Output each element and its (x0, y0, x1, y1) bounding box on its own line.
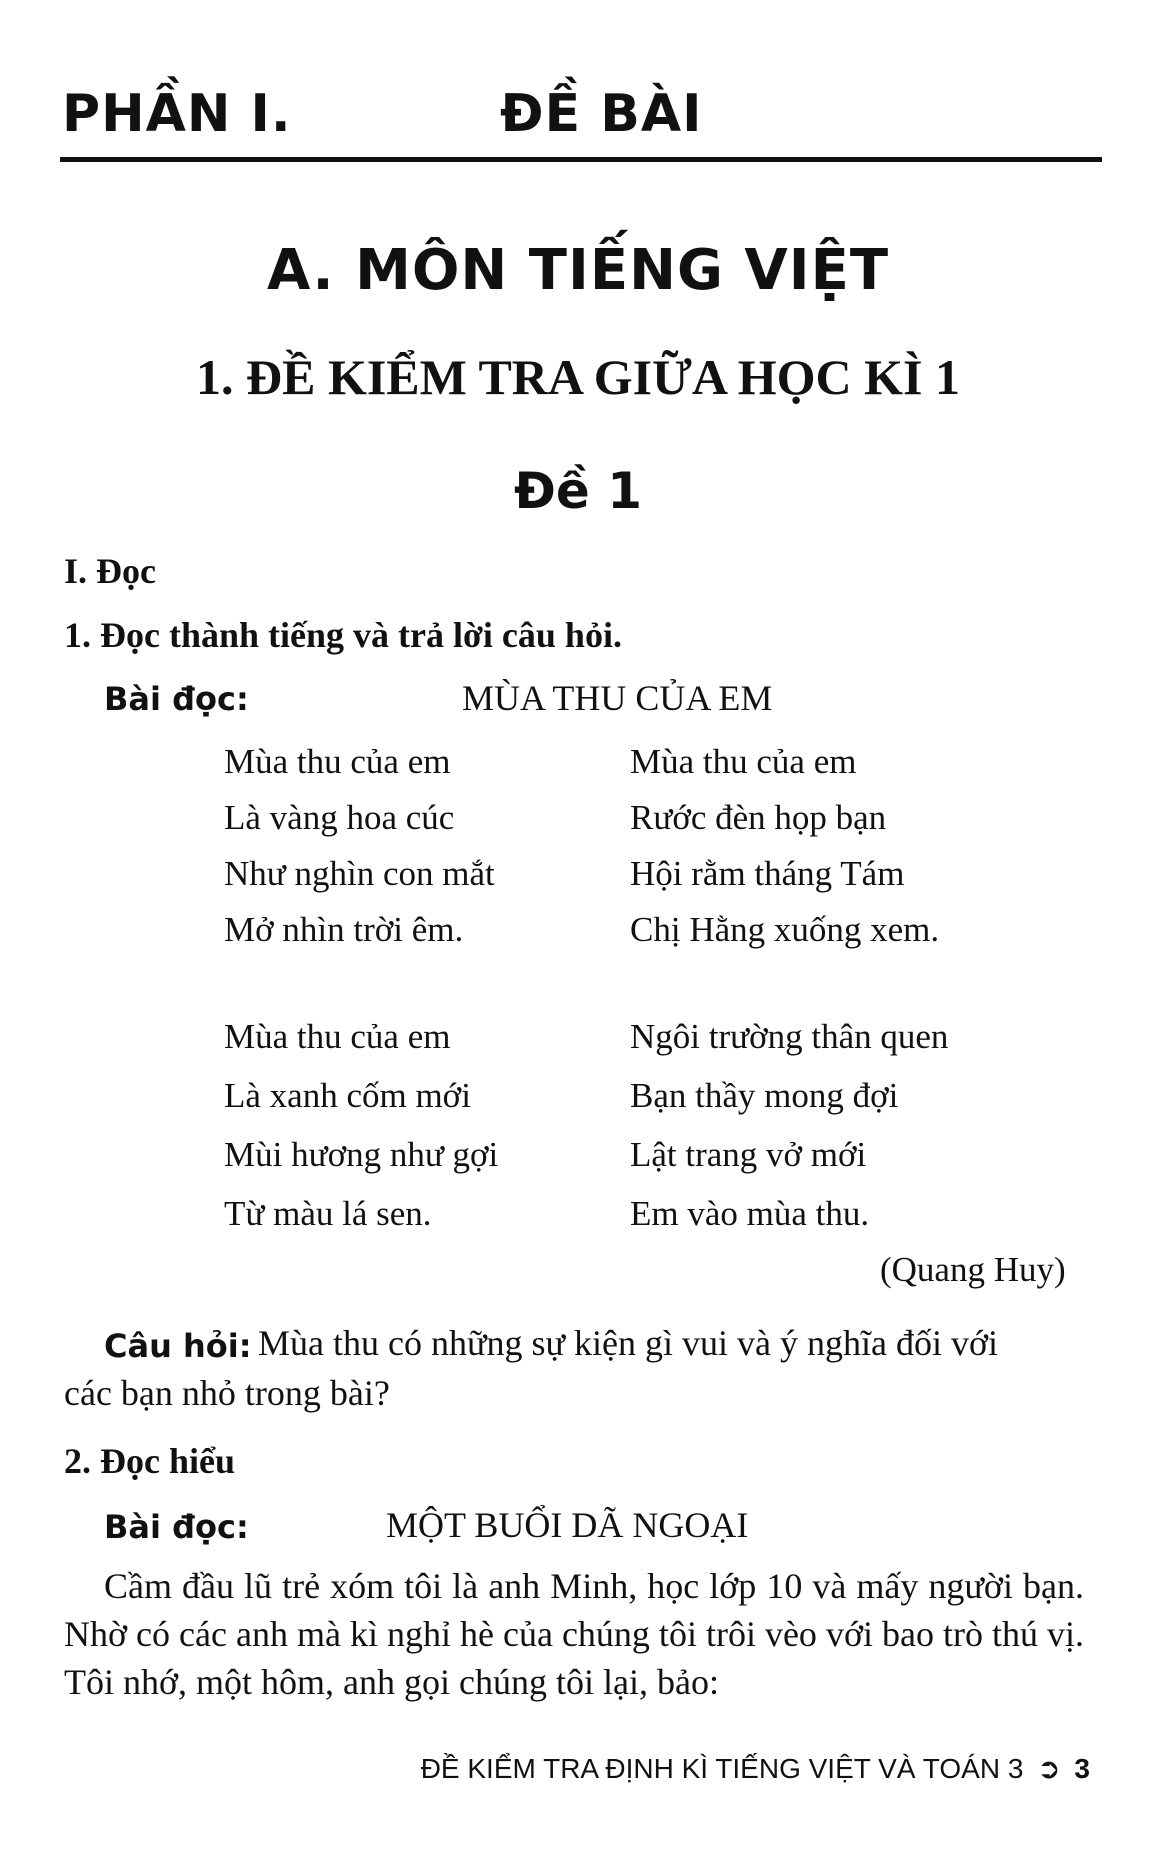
poem-right-line: Bạn thầy mong đợi (630, 1076, 899, 1115)
poem-left-line: Như nghìn con mắt (224, 854, 495, 893)
poem-right-line: Ngôi trường thân quen (630, 1017, 949, 1056)
poem-right-line: Chị Hằng xuống xem. (630, 910, 940, 949)
part-title: ĐỀ BÀI (500, 84, 703, 144)
poem-left-line: Mùa thu của em (224, 1017, 451, 1056)
header-rule (60, 157, 1102, 162)
question-text-line1: Mùa thu có những sự kiện gì vui và ý nghĩa đối với (258, 1323, 998, 1363)
poem-left-line: Là vàng hoa cúc (224, 798, 455, 837)
page-footer (421, 1752, 1090, 1785)
arrow-icon: ➲ (1037, 1753, 1061, 1784)
footer-book-title: ĐỀ KIỂM TRA ĐỊNH KÌ TIẾNG VIỆT VÀ TOÁN 3 (420, 1753, 1024, 1784)
poem-right-line: Em vào mùa thu. (630, 1194, 870, 1233)
poem-left-line: Từ màu lá sen. (224, 1194, 432, 1233)
poem-right-line: Rước đèn họp bạn (630, 798, 887, 837)
reading-label-1: Bài đọc: (104, 680, 249, 718)
de-number: Đề 1 (513, 462, 642, 520)
exam-title: 1. ĐỀ KIỂM TRA GIỮA HỌC KÌ 1 (196, 349, 960, 405)
poem-right-line: Mùa thu của em (630, 742, 857, 781)
poem-right-line: Lật trang vở mới (630, 1135, 867, 1174)
reading-paragraph: Cầm đầu lũ trẻ xóm tôi là anh Minh, học lớp 10 và mấy người bạn. Nhờ có các anh mà kì nghỉ hè của chúng tôi trôi vèo với bao trò thú vị. Tôi nhớ, một hôm, anh gọi chúng tôi lại, bảo: (64, 1566, 1084, 1702)
section-heading-doc: I. Đọc (64, 551, 156, 591)
page-number: 3 (1074, 1753, 1090, 1784)
poem-left-line: Là xanh cốm mới (224, 1076, 471, 1115)
question-label: Câu hỏi: (104, 1327, 252, 1365)
page-header (62, 84, 1102, 164)
reading-title-2: MỘT BUỔI DÃ NGOẠI (386, 1505, 749, 1545)
question-text-line2: các bạn nhỏ trong bài? (64, 1373, 390, 1413)
reading-label-2: Bài đọc: (104, 1508, 249, 1546)
part-label: PHẦN I. (62, 84, 292, 144)
reading-title-1: MÙA THU CỦA EM (462, 678, 773, 718)
item-heading-1: 1. Đọc thành tiếng và trả lời câu hỏi. (64, 615, 622, 655)
item-heading-2: 2. Đọc hiểu (64, 1441, 235, 1481)
poem-author: (Quang Huy) (880, 1250, 1066, 1289)
poem-left-line: Mùa thu của em (224, 742, 451, 781)
poem-left-line: Mùi hương như gợi (224, 1135, 499, 1174)
poem-right-line: Hội rằm tháng Tám (630, 854, 905, 893)
poem-left-line: Mở nhìn trời êm. (224, 910, 464, 949)
subject-title: A. MÔN TIẾNG VIỆT (266, 238, 890, 303)
